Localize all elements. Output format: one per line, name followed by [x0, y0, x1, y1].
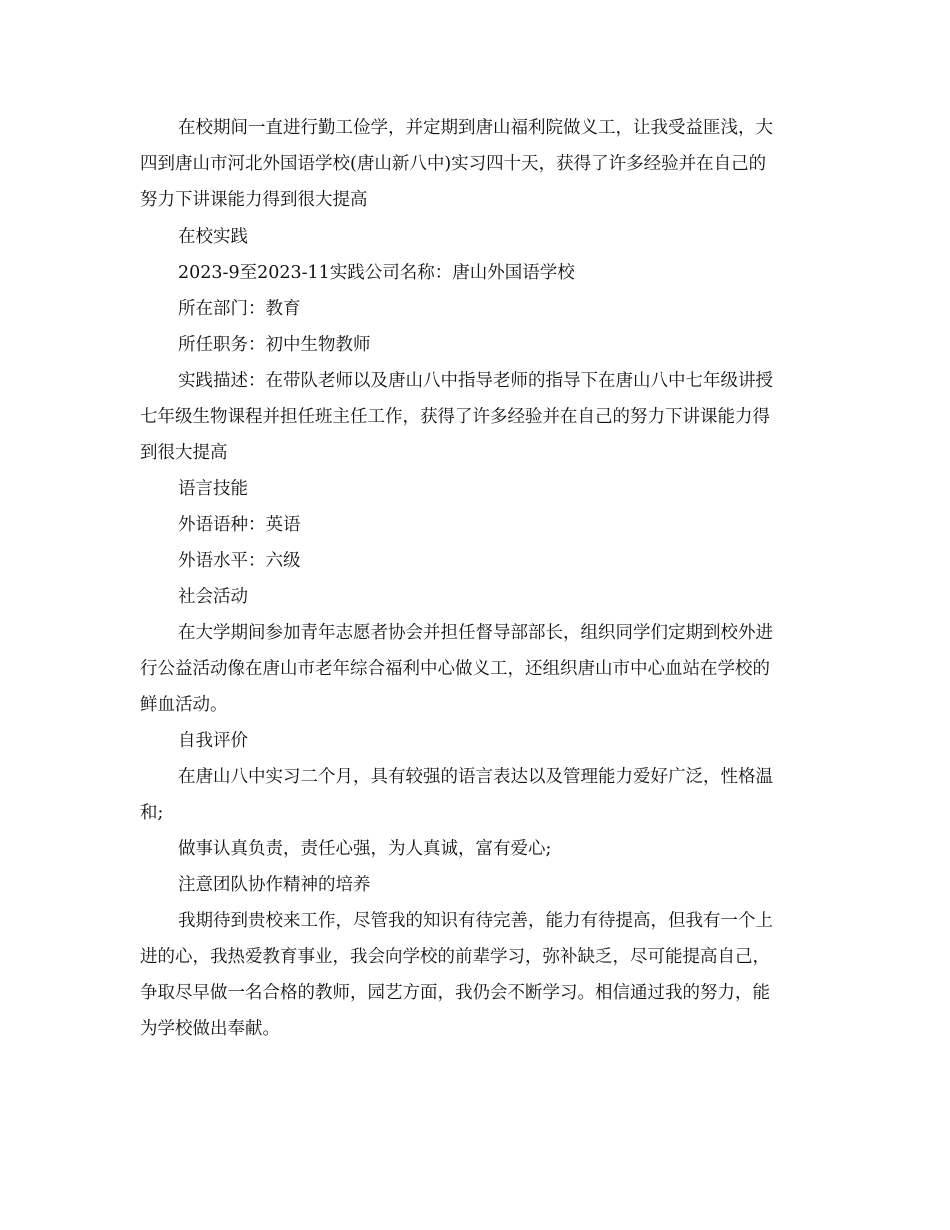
self-eval-paragraph-3: 注意团队协作精神的培养 [178, 875, 371, 895]
self-eval-paragraph-1 [140, 759, 812, 831]
practice-description-line-1: 实践描述：在带队老师以及唐山八中指导老师的指导下在唐山八中七年级讲授 [178, 371, 773, 391]
self-eval-heading: 自我评价 [178, 731, 248, 751]
self-eval-p4-line-3: 争取尽早做一名合格的教师，园艺方面，我仍会不断学习。相信通过我的努力，能 [140, 983, 770, 1003]
practice-description-line-3: 到很大提高 [140, 443, 228, 463]
practice-heading: 在校实践 [178, 227, 248, 247]
social-line-1: 在大学期间参加青年志愿者协会并担任督导部部长，组织同学们定期到校外进 [178, 623, 773, 643]
self-eval-p4-line-4: 为学校做出奉献。 [140, 1019, 280, 1039]
language-heading: 语言技能 [178, 479, 248, 499]
language-type: 外语语种：英语 [178, 515, 301, 535]
practice-description-line-2: 七年级生物课程并担任班主任工作，获得了许多经验并在自己的努力下讲课能力得 [140, 407, 770, 427]
social-line-2: 行公益活动像在唐山市老年综合福利中心做义工，还组织唐山市中心血站在学校的 [140, 659, 770, 679]
practice-description [140, 363, 812, 471]
self-eval-p1-line-1: 在唐山八中实习二个月，具有较强的语言表达以及管理能力爱好广泛，性格温 [178, 767, 773, 787]
intro-paragraph [140, 110, 812, 218]
self-eval-p1-line-2: 和; [140, 803, 164, 823]
self-eval-paragraph-2: 做事认真负责，责任心强，为人真诚，富有爱心; [178, 839, 552, 859]
document-page [140, 110, 812, 1047]
language-level: 外语水平：六级 [178, 551, 301, 571]
social-heading: 社会活动 [178, 587, 248, 607]
practice-position: 所任职务：初中生物教师 [178, 335, 371, 355]
self-eval-p4-line-1: 我期待到贵校来工作，尽管我的知识有待完善，能力有待提高，但我有一个上 [178, 911, 773, 931]
intro-line-3: 努力下讲课能力得到很大提高 [140, 190, 368, 210]
practice-department: 所在部门：教育 [178, 299, 301, 319]
intro-line-1: 在校期间一直进行勤工俭学，并定期到唐山福利院做义工，让我受益匪浅，大 [178, 118, 773, 138]
self-eval-p4-line-2: 进的心，我热爱教育事业，我会向学校的前辈学习，弥补缺乏，尽可能提高自己， [140, 947, 770, 967]
intro-line-2: 四到唐山市河北外国语学校(唐山新八中)实习四十天，获得了许多经验并在自己的 [140, 154, 767, 174]
social-line-3: 鲜血活动。 [140, 695, 228, 715]
self-eval-paragraph-4 [140, 903, 812, 1047]
practice-period: 2023-9至2023-11实践公司名称：唐山外国语学校 [178, 263, 575, 283]
social-paragraph [140, 615, 812, 723]
